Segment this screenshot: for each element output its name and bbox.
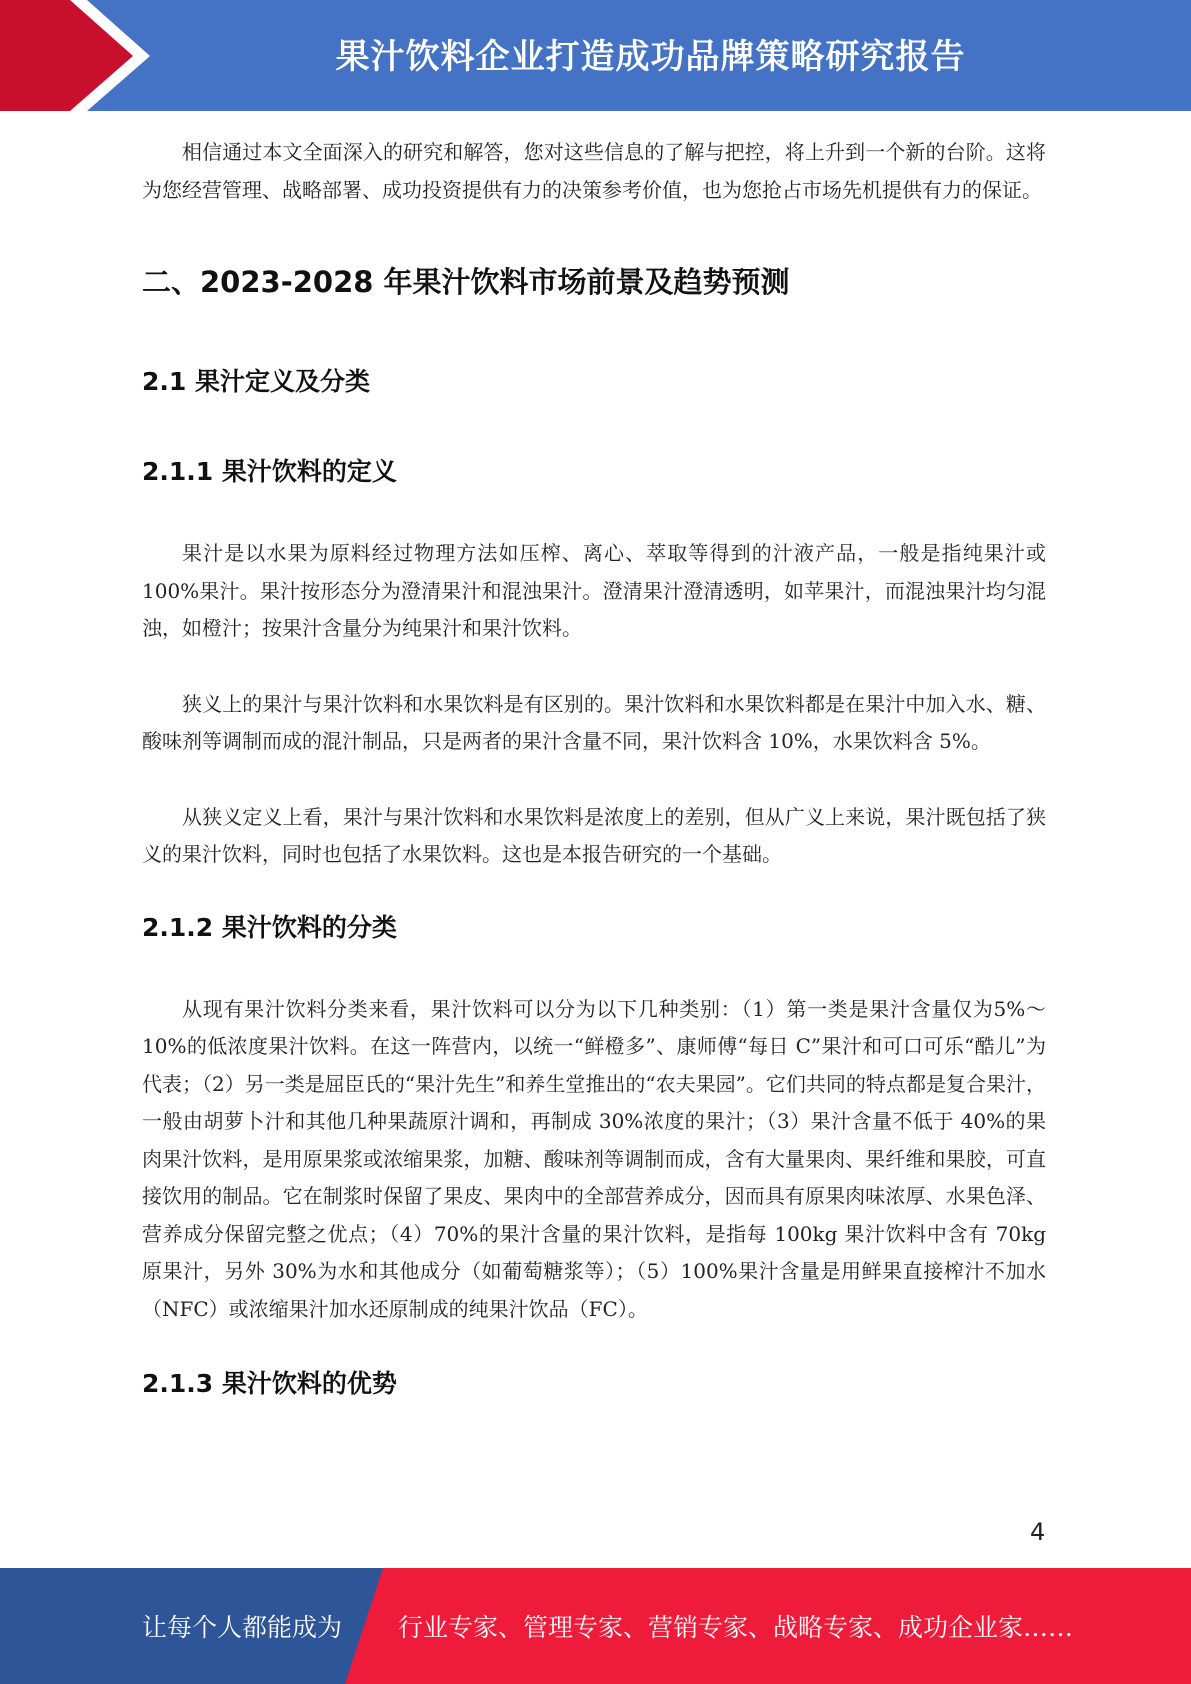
subsection-heading-2-1: 2.1 果汁定义及分类: [142, 367, 370, 396]
subsection-heading-2-1-2: 2.1.2 果汁饮料的分类: [142, 912, 397, 942]
page-content: [142, 134, 1046, 1400]
definition-paragraph-1: 果汁是以水果为原料经过物理方法如压榨、离心、萃取等得到的汁液产品，一般是指纯果汁或100%果汁。果汁按形态分为澄清果汁和混浊果汁。澄清果汁澄清透明，如苹果汁，而混浊果汁均匀混浊，如橙汁；按果汁含量分为纯果汁和果汁饮料。: [142, 541, 1046, 640]
subsection-heading-2-1-1: 2.1.1 果汁饮料的定义: [142, 457, 397, 486]
footer-slogan-right: 行业专家、管理专家、营销专家、战略专家、成功企业家……: [398, 1613, 1074, 1642]
report-title: 果汁饮料企业打造成功品牌策略研究报告: [335, 37, 966, 77]
page-footer: [0, 1568, 1191, 1684]
definition-paragraph-3: 从狭义定义上看，果汁与果汁饮料和水果饮料是浓度上的差别，但从广义上来说，果汁既包括了狭义的果汁饮料，同时也包括了水果饮料。这也是本报告研究的一个基础。: [142, 804, 1046, 866]
page-header: [0, 0, 1191, 111]
subsection-heading-2-1-3: 2.1.3 果汁饮料的优势: [142, 1369, 397, 1398]
footer-slogan-left: 让每个人都能成为: [142, 1613, 343, 1642]
section-heading: 二、2023-2028 年果汁饮料市场前景及趋势预测: [142, 265, 790, 299]
classification-paragraph: 从现有果汁饮料分类来看，果汁饮料可以分为以下几种类别：（1）第一类是果汁含量仅为5%～10%的低浓度果汁饮料。在这一阵营内，以统一“鲜橙多”、康师傅“每日 C”果汁和可口可乐“酷儿”为代表；（2）另一类是屈臣氏的“果汁先生”和养生堂推出的“农夫果园”。它们共同的特点都是复合果汁，一般由胡萝卜汁和其他几种果蔬原汁调和，再制成 30%浓度的果汁；（3）果汁含量不低于 40%的果肉果汁饮料，是用原果浆或浓缩果浆，加糖、酸味剂等调制而成，含有大量果肉、果纤维和果胶，可直接饮用的制品。它在制浆时保留了果皮、果肉中的全部营养成分，因而具有原果肉味浓厚、水果色泽、营养成分保留完整之优点；（4）70%的果汁含量的果汁饮料，是指每 100kg 果汁饮料中含有 70kg 原果汁，另外 30%为水和其他成分（如葡萄糖浆等）；（5）100%果汁含量是用鲜果直接榨汁不加水（NFC）或浓缩果汁加水还原制成的纯果汁饮品（FC）。: [142, 996, 1046, 1321]
definition-paragraph-2: 狭义上的果汁与果汁饮料和水果饮料是有区别的。果汁饮料和水果饮料都是在果汁中加入水、糖、酸味剂等调制而成的混汁制品，只是两者的果汁含量不同，果汁饮料含 10%，水果饮料含 5%。: [142, 691, 1046, 753]
intro-paragraph: 相信通过本文全面深入的研究和解答，您对这些信息的了解与把控，将上升到一个新的台阶。这将为您经营管理、战略部署、成功投资提供有力的决策参考价值，也为您抢占市场先机提供有力的保证。: [142, 140, 1046, 202]
page-number: 4: [1030, 1518, 1046, 1546]
